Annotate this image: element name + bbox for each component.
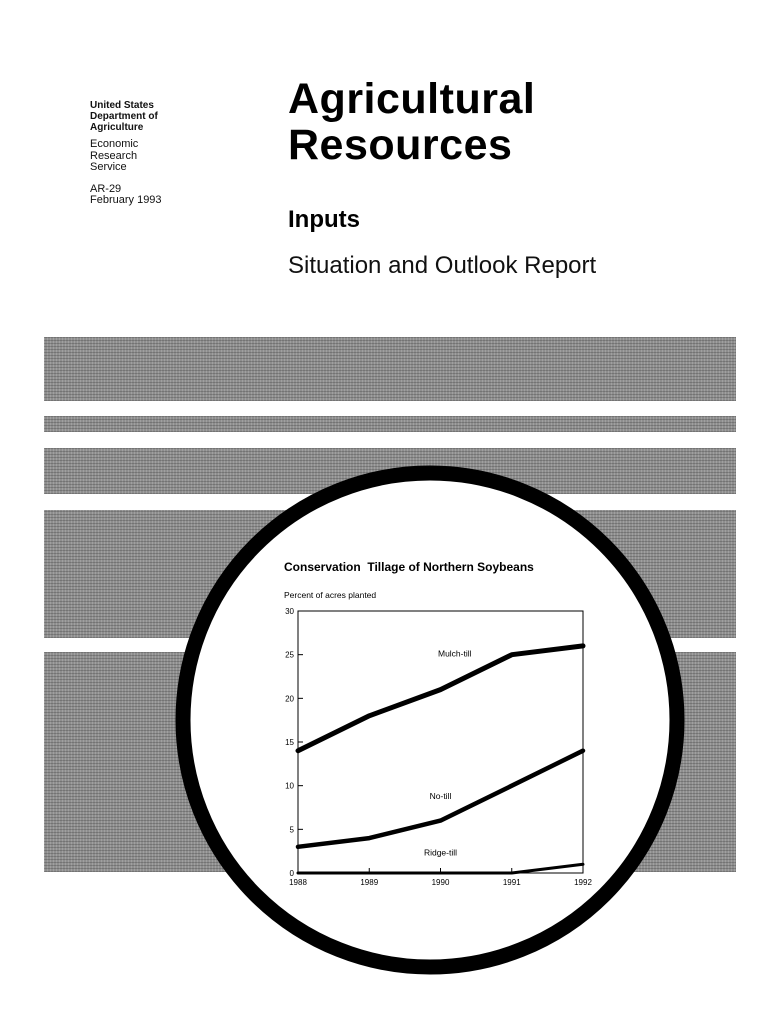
y-tick-label: 25 xyxy=(285,650,294,660)
series-label: Mulch-till xyxy=(437,648,472,659)
service-line: Research xyxy=(90,149,138,162)
report-date: February 1993 xyxy=(90,194,162,206)
report-type: Situation and Outlook Report xyxy=(288,252,597,279)
y-axis-label: Percent of acres planted xyxy=(284,590,377,600)
y-tick-label: 20 xyxy=(285,694,294,704)
y-tick-label: 30 xyxy=(285,607,294,616)
x-tick-label: 1991 xyxy=(502,878,521,887)
agency-line: Department of xyxy=(90,111,158,122)
medallion-ring xyxy=(183,473,677,967)
agency-line: Agriculture xyxy=(90,122,144,133)
series-label: No-till xyxy=(429,790,452,801)
x-tick-label: 1990 xyxy=(431,878,450,887)
y-tick-label: 15 xyxy=(285,738,294,747)
y-tick-label: 0 xyxy=(289,869,294,878)
x-tick-label: 1989 xyxy=(360,878,379,887)
service-line: Economic xyxy=(90,138,139,150)
x-tick-label: 1988 xyxy=(289,878,307,887)
y-tick-label: 10 xyxy=(285,781,294,791)
title-line: Resources xyxy=(288,121,513,169)
agency-line: United States xyxy=(90,100,154,111)
x-tick-label: 1992 xyxy=(574,878,592,887)
chart-title: Conservation Tillage of Northern Soybeans xyxy=(284,560,534,574)
report-subtitle: Inputs xyxy=(288,206,360,233)
report-number: AR-29 xyxy=(90,182,122,195)
y-tick-label: 5 xyxy=(289,825,294,835)
series-label: Ridge-till xyxy=(423,847,458,858)
title-line: Agricultural xyxy=(288,75,536,123)
service-line: Service xyxy=(90,161,127,173)
